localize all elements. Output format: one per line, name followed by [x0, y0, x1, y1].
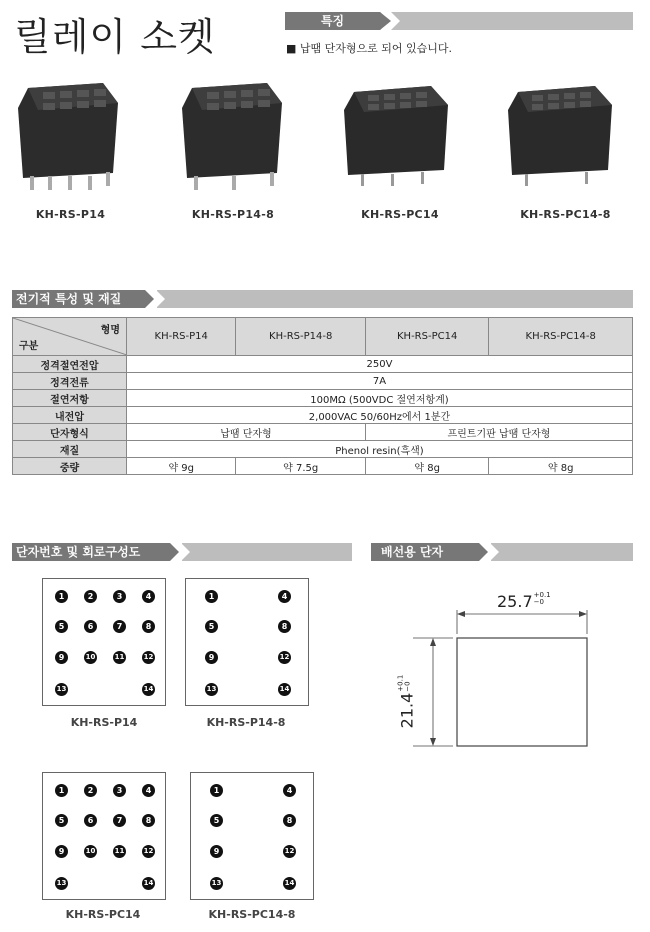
pin-marker: 2 [84, 590, 97, 603]
height-tol-plus: +0.1 [396, 674, 405, 692]
row-value: 약 8g [489, 458, 633, 475]
pin-marker: 14 [283, 877, 296, 890]
row-value: 납땜 단자형 [127, 424, 366, 441]
product-caption: KH-RS-P14-8 [191, 208, 275, 221]
pin-marker: 8 [283, 814, 296, 827]
corner-bottom-label: 구분 [19, 341, 39, 352]
features-header-label: 특징 [285, 12, 380, 30]
row-label: 재질 [13, 441, 127, 458]
corner-cell [13, 318, 127, 356]
pin-marker: 14 [142, 877, 155, 890]
row-value: 약 7.5g [236, 458, 366, 475]
pin-marker: 8 [278, 620, 291, 633]
product-caption: KH-RS-P14 [35, 208, 106, 221]
row-value: 100MΩ (500VDC 절연저항계) [127, 390, 633, 407]
width-value: 25.7 [497, 592, 533, 611]
product-image-p14-8 [172, 78, 297, 193]
header-arrow-icon [479, 543, 499, 561]
pin-marker: 9 [205, 651, 218, 664]
pin-marker: 7 [113, 814, 126, 827]
spec-section-title: 전기적 특성 및 재질 [12, 290, 145, 308]
pin-diagram-label: KH-RS-P14-8 [206, 716, 286, 729]
pin-marker: 10 [84, 651, 97, 664]
table-row [13, 407, 633, 424]
pin-marker: 13 [55, 683, 68, 696]
model-header: KH-RS-P14-8 [236, 318, 366, 356]
row-value: 7A [127, 373, 633, 390]
model-header: KH-RS-PC14-8 [489, 318, 633, 356]
pin-diagram-pc14 [42, 772, 166, 900]
width-tol-minus: −0 [533, 598, 544, 606]
pin-marker: 2 [84, 784, 97, 797]
header-arrow-icon [380, 12, 400, 30]
pin-marker: 4 [283, 784, 296, 797]
bullet-icon: ■ [286, 42, 297, 55]
row-label: 내전압 [13, 407, 127, 424]
pin-marker: 1 [55, 590, 68, 603]
pin-marker: 1 [210, 784, 223, 797]
pin-marker: 6 [84, 620, 97, 633]
pin-diagram-p14 [42, 578, 166, 706]
product-caption: KH-RS-PC14 [361, 208, 439, 221]
row-value: 250V [127, 356, 633, 373]
pin-diagram-pc14-8 [190, 772, 314, 900]
pin-marker: 13 [55, 877, 68, 890]
feature-text: 납땜 단자형으로 되어 있습니다. [299, 42, 453, 55]
pin-diagram-p14-8 [185, 578, 309, 706]
product-caption: KH-RS-PC14-8 [520, 208, 611, 221]
pins-section-title: 단자번호 및 회로구성도 [12, 543, 170, 561]
pin-marker: 9 [55, 845, 68, 858]
pin-marker: 12 [142, 651, 155, 664]
corner-top-label: 형명 [100, 325, 120, 336]
table-row [13, 458, 633, 475]
pin-diagram-label: KH-RS-PC14-8 [208, 908, 296, 921]
table-header-row [13, 318, 633, 356]
pin-marker: 14 [278, 683, 291, 696]
row-label: 절연저항 [13, 390, 127, 407]
pin-marker: 3 [113, 590, 126, 603]
terminal-dimension-drawing [395, 590, 605, 755]
row-label: 중량 [13, 458, 127, 475]
product-image-p14 [8, 78, 133, 193]
product-image-pc14 [336, 80, 461, 190]
height-value: 21.4 [397, 692, 417, 729]
height-dimension-label [397, 675, 416, 729]
product-image-pc14-8 [500, 80, 625, 190]
table-row [13, 373, 633, 390]
model-header: KH-RS-PC14 [365, 318, 488, 356]
pin-marker: 12 [278, 651, 291, 664]
pin-marker: 7 [113, 620, 126, 633]
row-value: 약 8g [365, 458, 488, 475]
row-value: 2,000VAC 50/60Hz에서 1분간 [127, 407, 633, 424]
height-tol-minus: −0 [403, 681, 412, 692]
row-value: 약 9g [127, 458, 236, 475]
features-header [285, 12, 633, 30]
pin-diagram-label: KH-RS-P14 [70, 716, 138, 729]
pin-marker: 1 [205, 590, 218, 603]
table-row [13, 390, 633, 407]
row-label: 단자형식 [13, 424, 127, 441]
pin-marker: 4 [142, 590, 155, 603]
header-arrow-icon [170, 543, 190, 561]
pin-marker: 8 [142, 814, 155, 827]
pin-marker: 14 [142, 683, 155, 696]
pins-section-header [12, 543, 352, 561]
table-row [13, 441, 633, 458]
row-value: 프린트기판 납땜 단자형 [365, 424, 632, 441]
feature-item [286, 40, 452, 56]
row-label: 정격전류 [13, 373, 127, 390]
wiring-section-title: 배선용 단자 [371, 543, 479, 561]
width-tol-plus: +0.1 [533, 591, 551, 599]
pin-marker: 12 [142, 845, 155, 858]
model-header: KH-RS-P14 [127, 318, 236, 356]
pin-marker: 4 [278, 590, 291, 603]
pin-marker: 5 [55, 814, 68, 827]
pin-marker: 6 [84, 814, 97, 827]
pin-marker: 1 [55, 784, 68, 797]
pin-marker: 13 [205, 683, 218, 696]
header-arrow-icon [145, 290, 165, 308]
pin-marker: 5 [210, 814, 223, 827]
row-value: Phenol resin(흑색) [127, 441, 633, 458]
pin-marker: 8 [142, 620, 155, 633]
pin-marker: 9 [55, 651, 68, 664]
pin-marker: 9 [210, 845, 223, 858]
pin-marker: 12 [283, 845, 296, 858]
pin-marker: 4 [142, 784, 155, 797]
pin-marker: 5 [55, 620, 68, 633]
row-label: 정격절연전압 [13, 356, 127, 373]
table-row [13, 356, 633, 373]
pin-marker: 13 [210, 877, 223, 890]
spec-section-header [12, 290, 633, 308]
page-title: 릴레이 소켓 [14, 15, 216, 59]
pin-marker: 11 [113, 651, 126, 664]
table-row [13, 424, 633, 441]
spec-table [12, 317, 633, 475]
pin-marker: 10 [84, 845, 97, 858]
width-dimension-label [497, 592, 551, 611]
pin-diagram-label: KH-RS-PC14 [65, 908, 141, 921]
pin-marker: 3 [113, 784, 126, 797]
pin-marker: 11 [113, 845, 126, 858]
wiring-section-header [371, 543, 633, 561]
pin-marker: 5 [205, 620, 218, 633]
